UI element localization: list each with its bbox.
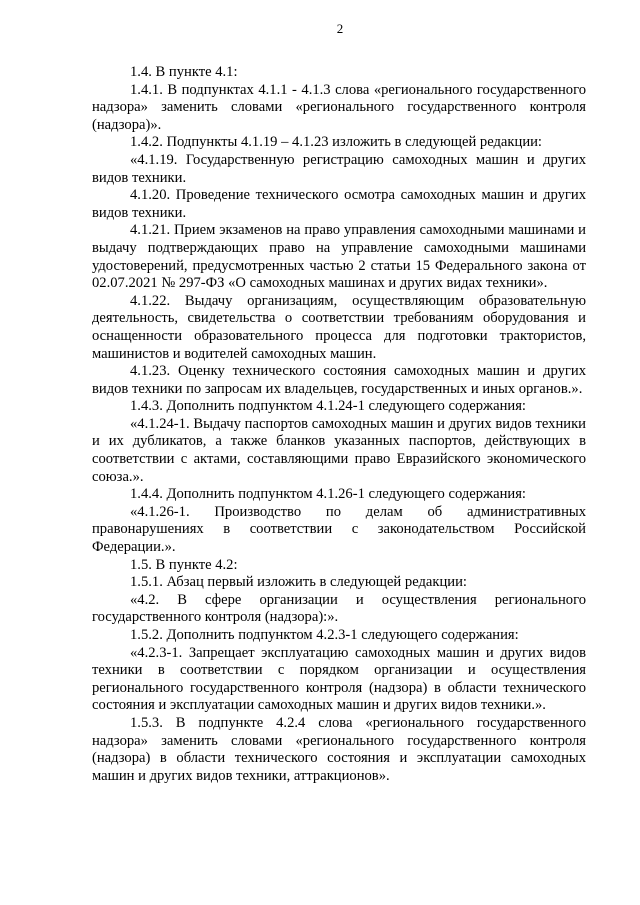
paragraph-4-2: «4.2. В сфере организации и осуществления регионального государственного контроля (надзора):». xyxy=(92,591,586,626)
paragraph-4-1-26-1: «4.1.26-1. Производство по делам об административных правонарушениях в соответствии с законодательством Российской Федерации.». xyxy=(92,503,586,556)
paragraph-1-5-1: 1.5.1. Абзац первый изложить в следующей редакции: xyxy=(130,574,467,591)
paragraph-4-1-24-1: «4.1.24-1. Выдачу паспортов самоходных машин и других видов техники и их дубликатов, а также бланков указанных паспортов, действующих в соответствии с актами, составляющими право Евразийского экономического союза.». xyxy=(92,415,586,485)
paragraph-1-5-3: 1.5.3. В подпункте 4.2.4 слова «регионального государственного надзора» заменить словами «регионального государственного контроля (надзора) в области технического состояния и эксплуатации самоходных машин и других видов техники, аттракционов». xyxy=(92,714,586,784)
paragraph-1-4-3: 1.4.3. Дополнить подпунктом 4.1.24-1 следующего содержания: xyxy=(130,398,526,415)
paragraph-1-4: 1.4. В пункте 4.1: xyxy=(130,64,238,80)
paragraph-4-1-21: 4.1.21. Прием экзаменов на право управления самоходными машинами и выдачу подтверждающих право на управление самоходными машинами удостоверений, предусмотренных частью 2 статьи 15 Федерального закона от 02.07.2021 № 297-ФЗ «О самоходных машинах и других видах техники». xyxy=(92,222,586,292)
paragraph-1-4-4: 1.4.4. Дополнить подпунктом 4.1.26-1 следующего содержания: xyxy=(130,486,526,503)
paragraph-1-5: 1.5. В пункте 4.2: xyxy=(130,556,238,573)
paragraph-1-5-2: 1.5.2. Дополнить подпунктом 4.2.3-1 следующего содержания: xyxy=(130,627,519,643)
paragraph-4-2-3-1: «4.2.3-1. Запрещает эксплуатацию самоходных машин и других видов техники в соответствии с порядком организации и осуществления регионального государственного контроля (надзора) в области технического состояния и эксплуатации самоходных машин и других видов техники.». xyxy=(92,644,586,714)
paragraph-4-1-19: «4.1.19. Государственную регистрацию самоходных машин и других видов техники. xyxy=(92,151,586,186)
paragraph-4-1-23: 4.1.23. Оценку технического состояния самоходных машин и других видов техники по запросам их владельцев, государственных и иных органов.». xyxy=(92,363,586,397)
page-number: 2 xyxy=(336,21,344,36)
document-body xyxy=(92,64,586,785)
paragraph-1-4-1: 1.4.1. В подпунктах 4.1.1 - 4.1.3 слова «регионального государственного надзора» заменить словами «регионального государственного контроля (надзора)». xyxy=(92,81,586,133)
paragraph-4-1-20: 4.1.20. Проведение технического осмотра самоходных машин и других видов техники. xyxy=(92,187,586,221)
paragraph-1-4-2: 1.4.2. Подпункты 4.1.19 – 4.1.23 изложить в следующей редакции: xyxy=(130,134,542,151)
paragraph-4-1-22: 4.1.22. Выдачу организациям, осуществляющим образовательную деятельность, свидетельства о соответствии требованиям оборудования и оснащенности образовательного процесса для подготовки трактористов, машинистов и водителей самоходных машин. xyxy=(92,292,586,362)
